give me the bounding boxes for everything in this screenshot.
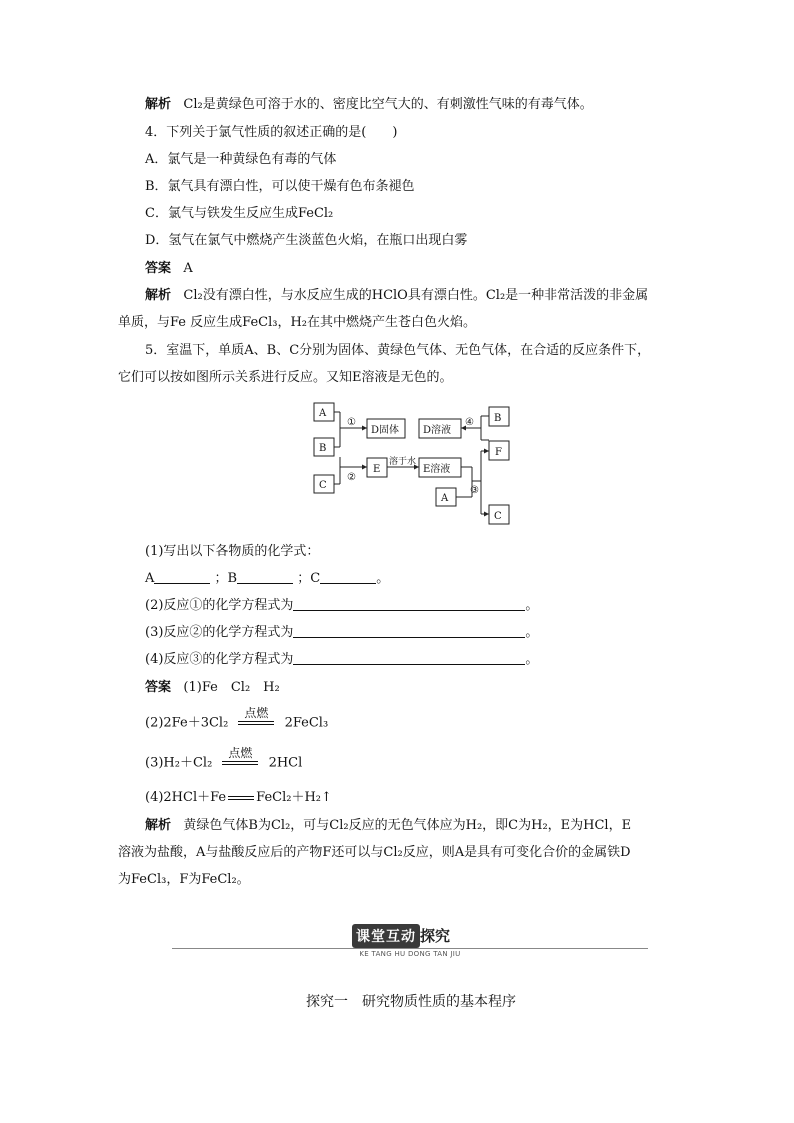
q4-analysis-cont: 单质，与Fe 反应生成FeCl₃，H₂在其中燃烧产生苍白色火焰。 [118, 315, 477, 330]
label-reaction-3: ③ [470, 485, 479, 496]
q5-sub3 [145, 624, 538, 642]
eq-equals [228, 796, 254, 800]
eq-right: 2FeCl₃ [284, 715, 329, 731]
answer-2 [145, 706, 329, 733]
label-f: F [495, 447, 502, 458]
q5-stem-cont: 它们可以按如图所示关系进行反应。又知E溶液是无色的。 [118, 370, 453, 385]
label-dissolve: 溶于水 [389, 457, 417, 467]
analysis-text: Cl₂是黄绿色可溶于水的、密度比空气大的、有刺激性气味的有毒气体。 [183, 97, 593, 112]
label-e-solution: E溶液 [423, 464, 451, 475]
section-divider [172, 948, 648, 949]
q5-sub4 [145, 651, 538, 669]
period: 。 [525, 652, 539, 667]
analysis-text: 黄绿色气体B为Cl₂，可与Cl₂反应的无色气体应为H₂，即C为H₂，E为HCl，E [183, 818, 632, 833]
q4-option-b: B．氯气具有漂白性，可以使干燥有色布条褪色 [145, 179, 415, 194]
eq-arrow [220, 746, 260, 772]
q5-analysis-cont1: 溶液为盐酸，A与盐酸反应后的产物F还可以与Cl₂反应，则A是具有可变化合价的金属铁D [118, 845, 631, 860]
blank-eq3[interactable] [293, 651, 525, 665]
analysis-label: 解析 [145, 97, 172, 112]
eq-condition: 点燃 [244, 706, 269, 720]
q5-sub2 [145, 597, 538, 615]
sub3-text: (3)反应②的化学方程式为 [145, 625, 294, 640]
label-reaction-4: ④ [465, 417, 474, 428]
period: 。 [376, 571, 390, 586]
q5-answer [145, 679, 280, 697]
eq-arrow [236, 706, 276, 732]
eq-right: FeCl₂＋H₂↑ [256, 790, 332, 805]
blank-eq2[interactable] [293, 624, 525, 638]
label-d-solution: D溶液 [423, 425, 452, 436]
answer-label: 答案 [145, 680, 172, 695]
analysis-text: Cl₂没有漂白性，与水反应生成的HClO具有漂白性。Cl₂是一种非常活泼的非金属 [183, 288, 649, 303]
q4-analysis [145, 287, 648, 305]
section-title-dark: 课堂互动 [352, 924, 420, 948]
q4-stem: 4．下列关于氯气性质的叙述正确的是( ) [145, 125, 398, 140]
q4-option-a: A．氯气是一种黄绿色有毒的气体 [145, 152, 337, 167]
q3-analysis [145, 96, 593, 114]
blank-a-label: A [145, 571, 155, 586]
answer-3 [145, 746, 303, 773]
q5-blanks [145, 570, 389, 588]
eq-condition: 点燃 [228, 746, 253, 760]
label-c: C [319, 480, 327, 491]
label-b-right: B [494, 413, 502, 424]
period: 。 [525, 598, 539, 613]
q4-answer [145, 260, 193, 278]
label-a-bottom: A [441, 493, 449, 504]
blank-b[interactable] [237, 570, 293, 584]
analysis-label: 解析 [145, 818, 172, 833]
q5-analysis-cont2: 为FeCl₃，F为FeCl₂。 [118, 872, 250, 887]
label-b: B [319, 443, 327, 454]
section-title [352, 924, 450, 946]
label-reaction-2: ② [347, 472, 356, 483]
blank-eq1[interactable] [293, 597, 525, 611]
label-c-right: C [494, 511, 502, 522]
q5-analysis [145, 817, 631, 835]
blank-c[interactable] [320, 570, 376, 584]
period: 。 [525, 625, 539, 640]
sub2-text: (2)反应①的化学方程式为 [145, 598, 294, 613]
eq-left: (2)2Fe＋3Cl₂ [145, 715, 229, 731]
section-heading: 探究一 研究物质性质的基本程序 [306, 994, 516, 1010]
blank-c-label: ；C [297, 571, 321, 586]
q4-option-d: D．氢气在氯气中燃烧产生淡蓝色火焰，在瓶口出现白雾 [145, 233, 468, 248]
q5-stem: 5．室温下，单质A、B、C分别为固体、黄绿色气体、无色气体，在合适的反应条件下， [145, 343, 651, 358]
eq-right: 2HCl [268, 755, 303, 771]
eq-left: (3)H₂＋Cl₂ [145, 755, 213, 771]
reaction-diagram [300, 395, 530, 530]
q4-option-c: C．氯气与铁发生反应生成FeCl₂ [145, 206, 334, 221]
answer-value: A [183, 261, 193, 276]
section-title-light: 探究 [420, 927, 451, 945]
analysis-label: 解析 [145, 288, 172, 303]
blank-b-label: ；B [214, 571, 238, 586]
q5-sub1: (1)写出以下各物质的化学式： [145, 544, 320, 559]
label-d-solid: D固体 [371, 425, 400, 436]
answer-4 [145, 789, 332, 807]
eq-left: (4)2HCl＋Fe [145, 790, 227, 805]
section-subtitle: KE TANG HU DONG TAN JIU [359, 950, 461, 958]
label-a: A [319, 408, 327, 419]
label-e: E [373, 464, 381, 475]
answer-1: (1)Fe Cl₂ H₂ [183, 680, 280, 695]
answer-label: 答案 [145, 261, 172, 276]
label-reaction-1: ① [347, 417, 356, 428]
sub4-text: (4)反应③的化学方程式为 [145, 652, 294, 667]
blank-a[interactable] [154, 570, 210, 584]
